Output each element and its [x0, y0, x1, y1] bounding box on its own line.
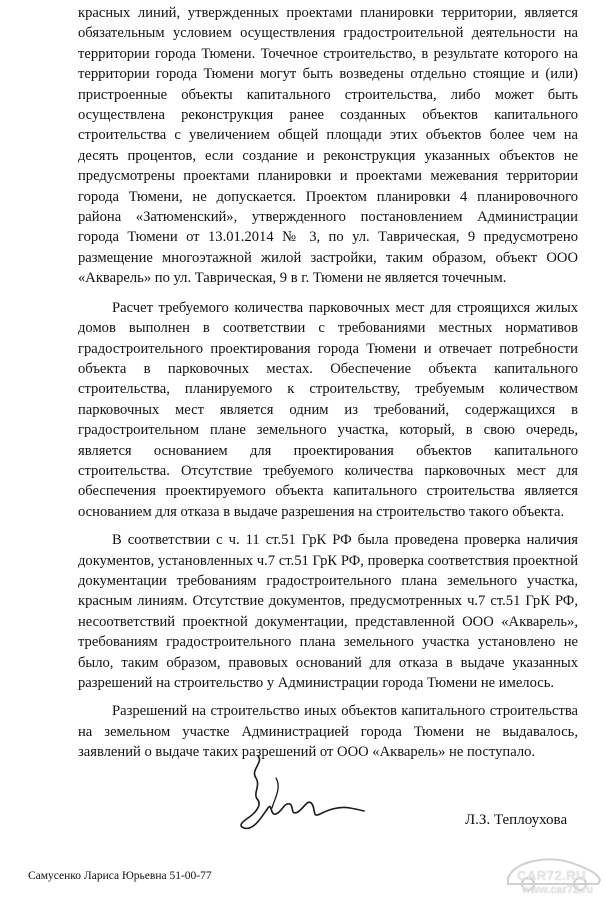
- signer-name: Л.З. Теплоухова: [465, 812, 568, 828]
- paragraph-continuation: красных линий, утвержденных проектами планировки территории, является обязательным условием осуществления градостроительной деятельности на территории города Тюмени. Точечное строительство, в результате которого на территории города Тюмени могут быть возведены отдельно стоящие и (или) пристроенные объекты капитального строительства, либо может быть осуществлена реконструкция ранее созданных объектов капитального строительства с увеличением общей площади этих объектов более чем на десять процентов, если создание и реконструкция указанных объектов не предусмотрены проектами планировки и проектами межевания территории города Тюмени, не допускается. Проектом планировки 4 планировочного района «Затюменский», утвержденного постановлением Администрации города Тюмени от 13.01.2014 № 3, по ул. Таврическая, 9 предусмотрено размещение многоэтажной жилой застройки, таким образом, объект ООО «Акварель» по ул. Таврическая, 9 в г. Тюмени не является точечным.: [78, 5, 578, 287]
- paragraph-parking: Расчет требуемого количества парковочных мест для строящихся жилых домов выполнен в соответствии с требованиями местных нормативов градостроительного проектирования города Тюмени и отвечает потребности объекта в парковочных местах. Обеспечение объекта капитального строительства, планируемого к строительству, требуемым количеством парковочных мест является одним из требований, содержащихся в градостроительном плане земельного участка, который, в свою очередь, является основанием для проектирования объектов капитального строительства. Отсутствие требуемого количества парковочных мест для обеспечения проектируемого объекта капитального строительства является основанием для отказа в выдаче разрешения на строительство такого объекта.: [78, 299, 578, 520]
- paragraph-inspection: В соответствии с ч. 11 ст.51 ГрК РФ была проведена проверка наличия документов, установленных ч.7 ст.51 ГрК РФ, проверка соответствия проектной документации требованиям градостроительного плана земельного участка, красным линиям. Отсутствие документов, предусмотренных ч.7 ст.51 ГрК РФ, несоответствий проектной документации, представленной ООО «Акварель», требованиям градостроительного плана земельного участка установлено не было, таким образом, правовых оснований для отказа в выдаче указанных разрешений на строительство у Администрации города Тюмени не имелось.: [78, 532, 578, 691]
- executor-contact: Самусенко Лариса Юрьевна 51-00-77: [28, 870, 212, 882]
- paragraph-permits: Разрешений на строительство иных объектов капитального строительства на земельном участке Администрацией города Тюмени не выдавалось, заявлений о выдаче таких разрешений от ООО «Акварель» не поступало.: [78, 703, 578, 761]
- watermark-text: CAR72.RU: [517, 868, 587, 883]
- watermark-url: www.car72.ru: [522, 884, 594, 896]
- handwritten-signature: [228, 748, 368, 843]
- letter-body: [78, 3, 578, 771]
